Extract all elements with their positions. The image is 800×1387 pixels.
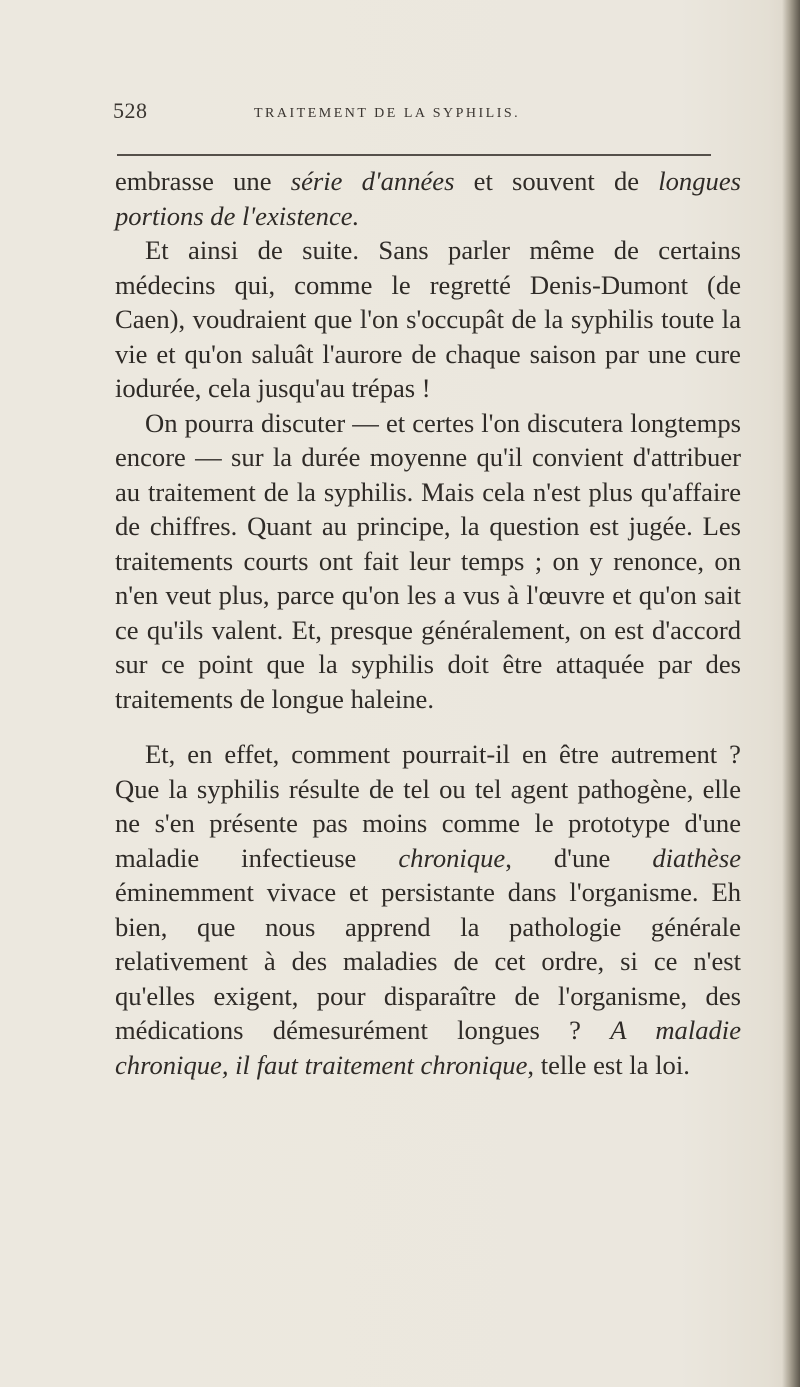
italic-span: A maladie chronique, il faut traitement chronique [115,1015,741,1080]
text-span: On pourra discuter — et certes l'on discutera longtemps encore — sur la durée moyenne qu'il convient d'attribuer au traitement de la syphilis. Mais cela n'est plus qu'affaire de chiffres. Quant au principe, la question est jugée. Les traitements courts ont fait leur temps ; on y renonce, on n'en veut plus, parce qu'on les a vus à l'œuvre et qu'on sait ce qu'ils valent. Et, presque généralement, on est d'accord sur ce point que la syphilis doit être attaquée par des traitements de longue haleine. [115,407,741,714]
italic-span: diathèse [652,842,741,873]
italic-span: longues portions de l'existence. [115,166,741,231]
body-text [115,164,741,1082]
header-rule [117,154,711,156]
text-span: éminemment vivace et persistante dans l'organisme. Eh bien, que nous apprend la pathologie générale relativement à des maladies de cet ordre, si ce n'est qu'elles exigent, pour disparaître de l'organisme, des médications démesurément longues ? [115,877,741,1045]
page-edge-shadow [782,0,800,1387]
paragraph-3 [115,406,741,717]
paragraph-1 [115,164,741,233]
paragraph-4 [115,737,741,1082]
italic-span: chronique [398,842,506,873]
text-span: , d'une [505,842,653,873]
italic-span: série d'années [290,166,455,196]
running-title: TRAITEMENT DE LA SYPHILIS. [254,106,521,121]
page-number: 528 [113,98,148,123]
paragraph-2 [115,233,741,406]
text-span: Et, en effet, comment pourrait-il en être autrement ? Que la syphilis résulte de tel ou tel agent pathogène, elle ne s'en présente pas moins comme le prototype d'une maladie infectieuse [115,739,741,873]
text-span: embrasse une [115,166,291,196]
text-span: , telle est la loi. [527,1049,690,1080]
text-span: et souvent de [454,166,659,196]
text-span: Et ainsi de suite. Sans parler même de certains médecins qui, comme le regretté Denis-Dumont (de Caen), voudraient que l'on s'occupât de la syphilis toute la vie et qu'on saluât l'aurore de chaque saison par une cure iodurée, cela jusqu'au trépas ! [115,235,741,403]
